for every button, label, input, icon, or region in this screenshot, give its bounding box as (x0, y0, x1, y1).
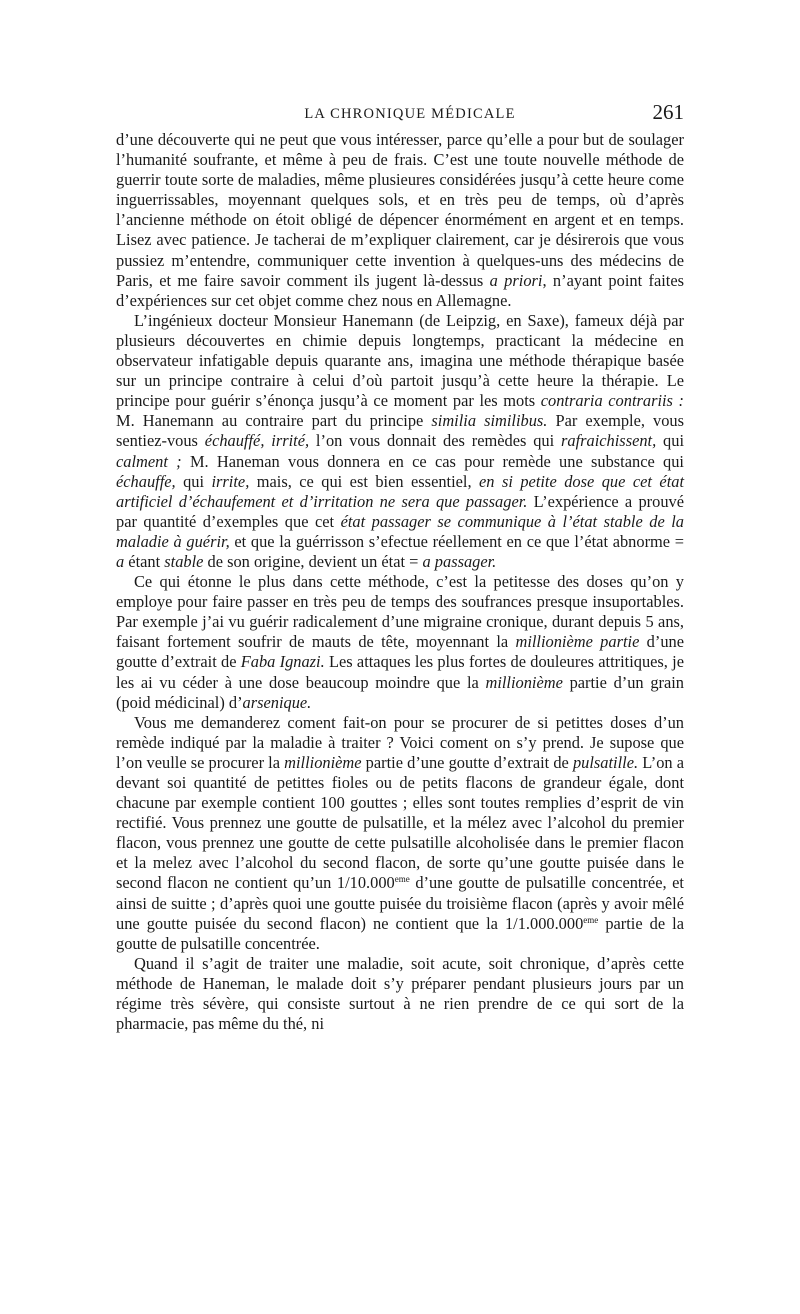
text-run: d’une découverte qui ne peut que vous intéresser, parce qu’elle a pour but de soulager l’humanité soufrante, et même à peu de frais. C’est une toute nouvelle méthode de guerrir toute sorte de maladies, même plusieures considérées jusqu’à cette heure come inguerrissables, moyennant quelques sols, et en très peu de temps, où d’après l’ancienne méthode on étoit obligé de dépencer énormément en argent et en temps. Lisez avec patience. Je tacherai de m’expliquer clairement, car je désirerois que vous pussiez m’entendre, communiquer cette invention à quelques-uns des médecins de Paris, et me faire savoir comment ils jugent là-dessus (116, 130, 684, 290)
paragraph (116, 713, 684, 954)
running-title: LA CHRONIQUE MÉDICALE (304, 106, 516, 122)
italic-phrase: rafraichissent, (561, 431, 657, 451)
page-number: 261 (652, 100, 684, 124)
italic-phrase: irrite, (211, 471, 250, 491)
text-run: L’on a devant soi quantité de petittes fioles ou de petits flacons de grandeur égale, dont chacune par exemple contient 100 gouttes ; elles sont toutes remplies d’esprit de vin rectifié. Vous prennez une goutte de pulsatille, et la mélez avec l’alcohol du premier flacon, vous prennez une goutte de cette pulsatille alcoholisée dans le premier flacon et la melez avec l’alcohol du second flacon, de sorte qu’une goutte puisée dans le second flacon ne contient qu’un 1/10.000 (116, 752, 685, 893)
text-run: Ce qui étonne le plus dans cette méthode, c’est la petitesse des doses qu’on y employe pour faire passer en très peu de temps des soufrances presque insuportables. Par exemple j’ai vu guérir radicalement d’une migraine cronique, durant depuis 5 ans, faisant fortement soufrir de mauts de tête, moyennant la (116, 572, 684, 652)
italic-phrase: millionième partie (515, 632, 640, 652)
text-run: , n’ayant point faites d’expériences sur cet objet comme chez nous en Allemagne. (116, 270, 684, 310)
italic-phrase: Faba Ignazi. (240, 652, 325, 672)
text-run: qui (656, 431, 685, 451)
text-run: Quand il s’agit de traiter une maladie, soit acute, soit chronique, d’après cette méthode de Haneman, le malade doit s’y préparer pendant plusieurs jours par un régime très sévère, qui consiste surtout à ne rien prendre de ce qui sort de la pharmacie, pas même du thé, ni (116, 953, 684, 1034)
text-run: d’une goutte d’extrait de (116, 632, 684, 672)
text-run: d’une goutte de pulsatille concentrée, et ainsi de suitte ; d’après quoi une goutte puisée du troisième flacon (après y avoir mêlé une goutte puisée du second flacon) ne contient que la 1/1.000.000 (116, 873, 684, 933)
italic-phrase: pulsatille. (572, 752, 639, 772)
paragraph (116, 572, 684, 713)
text-run: Par exemple, vous sentiez-vous (116, 411, 685, 451)
italic-phrase: échauffé, irrité, (204, 431, 310, 451)
italic-phrase: état passager se communique à l’état stable de la maladie à guérir, (116, 511, 684, 551)
text-run: partie d’un grain (poid médicinal) d’ (116, 672, 684, 712)
paragraph (116, 954, 684, 1034)
italic-phrase: a (116, 551, 125, 571)
body-text (116, 130, 684, 1034)
text-run: de son origine, devient un état = (203, 551, 423, 571)
italic-phrase: a passager. (422, 551, 497, 571)
italic-phrase: calment ; (116, 451, 182, 471)
italic-phrase: contraria contrariis : (540, 391, 685, 411)
text-run: L’ingénieux docteur Monsieur Hanemann (de Leipzig, en Saxe), fameux déjà par plusieurs découvertes en chimie depuis longtemps, practicant la médecine en observateur infatigable depuis quarante ans, imagina une méthode thérapique basée sur un principe contraire à celui d’où partoit jusqu’à cette heure la thérapie. Le principe pour guérir s’énonça jusqu’à ce moment par les mots (116, 310, 684, 411)
text-run: M. Hanemann au contraire part du principe (116, 411, 432, 431)
superscript: eme (394, 874, 410, 885)
text-run: Les attaques les plus fortes de douleures attritiques, je les ai vu céder à une dose beaucoup moindre que la (116, 652, 684, 692)
italic-phrase: a priori (489, 270, 543, 290)
italic-phrase: millionième (284, 752, 362, 772)
text-run: L’expérience a prouvé par quantité d’exemples que cet (116, 491, 684, 531)
italic-phrase: stable (164, 551, 204, 571)
text-run: partie d’une goutte d’extrait de (361, 752, 573, 772)
text-run: et que la guérrisson s’efectue réellement en ce que l’état abnorme = (229, 531, 684, 551)
text-run: M. Haneman vous donnera en ce cas pour remède une substance qui (181, 451, 684, 471)
text-run: qui (175, 471, 212, 491)
text-run: mais, ce qui est bien essentiel, (249, 471, 480, 491)
text-run: l’on vous donnait des remèdes qui (309, 431, 562, 451)
italic-phrase: arsenique. (242, 692, 312, 712)
italic-phrase: en si petite dose que cet état artificiel d’échaufement et d’irritation ne sera que passager. (116, 471, 684, 511)
italic-phrase: similia similibus. (431, 411, 548, 431)
page-header (116, 100, 684, 130)
italic-phrase: millionième (485, 672, 563, 692)
superscript: eme (583, 914, 599, 925)
text-run: partie de la goutte de pulsatille concentrée. (116, 913, 685, 953)
italic-phrase: échauffe, (116, 471, 176, 491)
paragraph (116, 311, 684, 572)
text-run: Vous me demanderez coment fait-on pour se procurer de si petittes doses d’un remède indiqué par la maladie à traiter ? Voici coment on s’y prend. Je supose que l’on veulle se procurer la (116, 712, 684, 772)
text-run: étant (124, 551, 165, 571)
paragraph (116, 130, 684, 311)
